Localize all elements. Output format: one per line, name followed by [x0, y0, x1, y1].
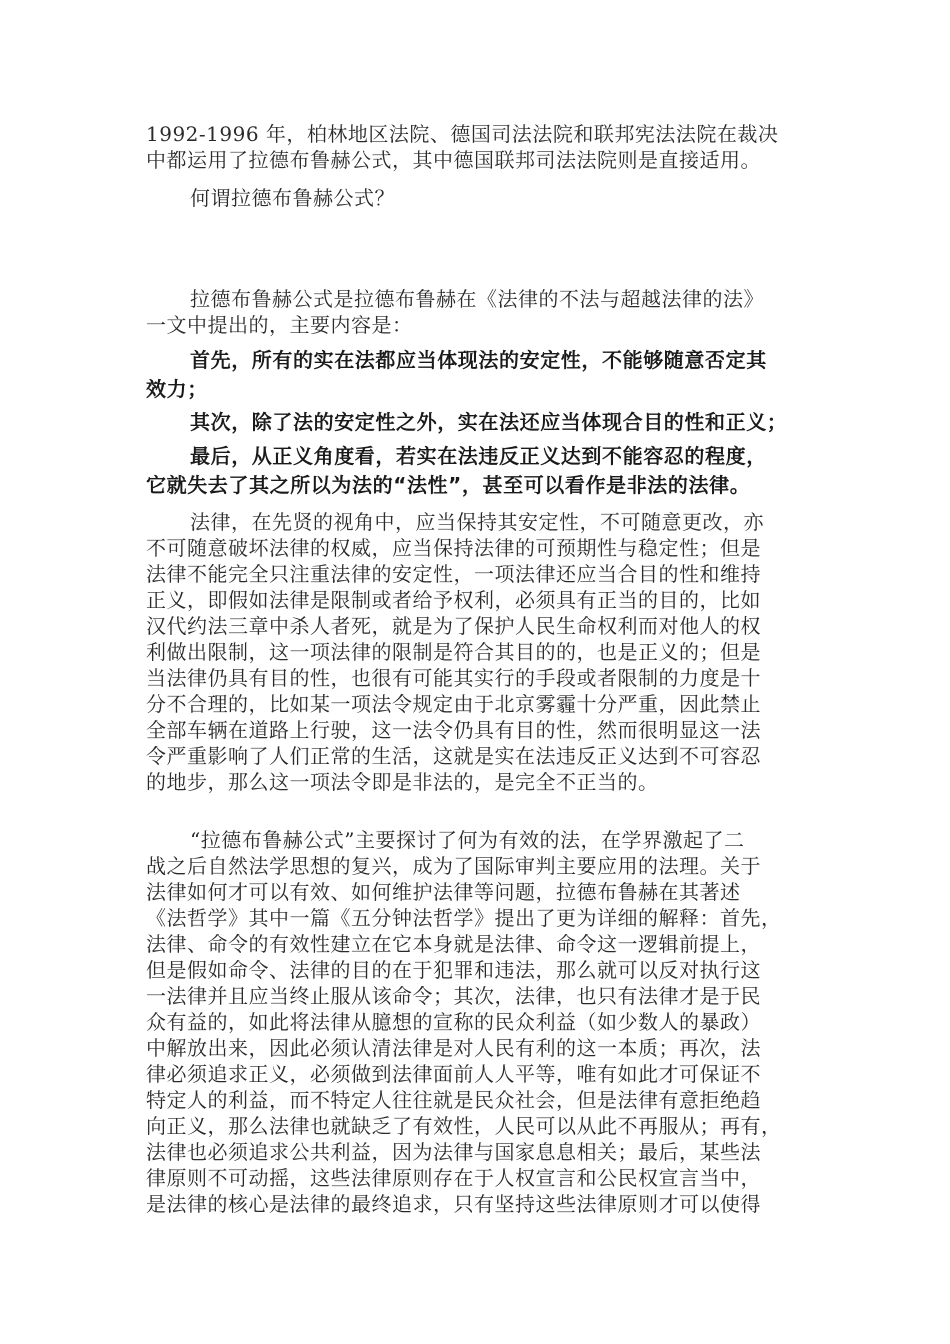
point-second-paragraph [146, 408, 806, 437]
discussion-line: 令严重影响了人们正常的生活，这就是实在法违反正义达到不可容忍 [146, 744, 761, 768]
discussion-line: 当法律仍具有目的性，也很有可能其实行的手段或者限制的力度是十 [146, 666, 761, 690]
definition-paragraph [146, 286, 806, 338]
significance-line: 法律、命令的有效性建立在它本身就是法律、命令这一逻辑前提上， [146, 932, 761, 956]
significance-line: “拉德布鲁赫公式”主要探讨了何为有效的法，在学界激起了二 [190, 828, 745, 852]
discussion-line: 不可随意破坏法律的权威，应当保持法律的可预期性与稳定性；但是 [146, 536, 761, 560]
intro-line: 1992-1996 年，柏林地区法院、德国司法法院和联邦宪法法院在裁决 [146, 122, 779, 146]
discussion-line: 法律，在先贤的视角中，应当保持其安定性，不可随意更改，亦 [190, 510, 764, 534]
significance-line: 向正义，那么法律也就缺乏了有效性，人民可以从此不再服从；再有， [146, 1114, 782, 1138]
significance-line: 是法律的核心是法律的最终追求，只有坚持这些法律原则才可以使得 [146, 1192, 761, 1216]
point-last-line: 最后，从正义角度看，若实在法违反正义达到不能容忍的程度， [190, 444, 767, 468]
discussion-line: 正义，即假如法律是限制或者给予权利，必须具有正当的目的，比如 [146, 588, 761, 612]
significance-line: 但是假如命令、法律的目的在于犯罪和违法，那么就可以反对执行这 [146, 958, 761, 982]
significance-paragraph [146, 827, 806, 1217]
discussion-line: 法律不能完全只注重法律的安定性，一项法律还应当合目的性和维持 [146, 562, 761, 586]
point-second-line: 其次，除了法的安定性之外，实在法还应当体现合目的性和正义； [190, 410, 788, 434]
point-last-line: 它就失去了其之所以为法的“法性”，甚至可以看作是非法的法律。 [146, 473, 751, 497]
question-paragraph [146, 185, 806, 211]
question-line: 何谓拉德布鲁赫公式？ [190, 186, 395, 210]
discussion-paragraph [146, 509, 806, 795]
significance-line: 法律也必须追求公共利益，因为法律与国家息息相关；最后，某些法 [146, 1140, 761, 1164]
significance-line: 律必须追求正义，必须做到法律面前人人平等，唯有如此才可保证不 [146, 1062, 761, 1086]
point-first-line: 首先，所有的实在法都应当体现法的安定性，不能够随意否定其 [190, 348, 767, 372]
significance-line: 法律如何才可以有效、如何维护法律等问题，拉德布鲁赫在其著述 [146, 880, 741, 904]
definition-line: 一文中提出的，主要内容是： [146, 313, 413, 337]
point-first-paragraph [146, 346, 806, 404]
intro-paragraph [146, 121, 806, 173]
definition-line: 拉德布鲁赫公式是拉德布鲁赫在《法律的不法与超越法律的法》 [190, 287, 764, 311]
intro-line: 中都运用了拉德布鲁赫公式，其中德国联邦司法法院则是直接适用。 [146, 148, 761, 172]
discussion-line: 全部车辆在道路上行驶，这一法令仍具有目的性，然而很明显这一法 [146, 718, 761, 742]
discussion-line: 利做出限制，这一项法律的限制是符合其目的的，也是正义的；但是 [146, 640, 761, 664]
significance-line: 战之后自然法学思想的复兴，成为了国际审判主要应用的法理。关于 [146, 854, 761, 878]
significance-line: 《法哲学》其中一篇《五分钟法哲学》提出了更为详细的解释：首先， [146, 906, 782, 930]
point-last-paragraph [146, 442, 806, 500]
point-first-line: 效力； [146, 377, 208, 401]
significance-line: 众有益的，如此将法律从臆想的宣称的民众利益（如少数人的暴政） [146, 1010, 761, 1034]
significance-line: 中解放出来，因此必须认清法律是对人民有利的这一本质；再次，法 [146, 1036, 761, 1060]
significance-line: 特定人的利益，而不特定人往往就是民众社会，但是法律有意拒绝趋 [146, 1088, 761, 1112]
discussion-line: 的地步，那么这一项法令即是非法的，是完全不正当的。 [146, 770, 659, 794]
discussion-line: 汉代约法三章中杀人者死，就是为了保护人民生命权利而对他人的权 [146, 614, 761, 638]
discussion-line: 分不合理的，比如某一项法令规定由于北京雾霾十分严重，因此禁止 [146, 692, 761, 716]
significance-line: 一法律并且应当终止服从该命令；其次，法律，也只有法律才是于民 [146, 984, 761, 1008]
significance-line: 律原则不可动摇，这些法律原则存在于人权宣言和公民权宣言当中， [146, 1166, 761, 1190]
